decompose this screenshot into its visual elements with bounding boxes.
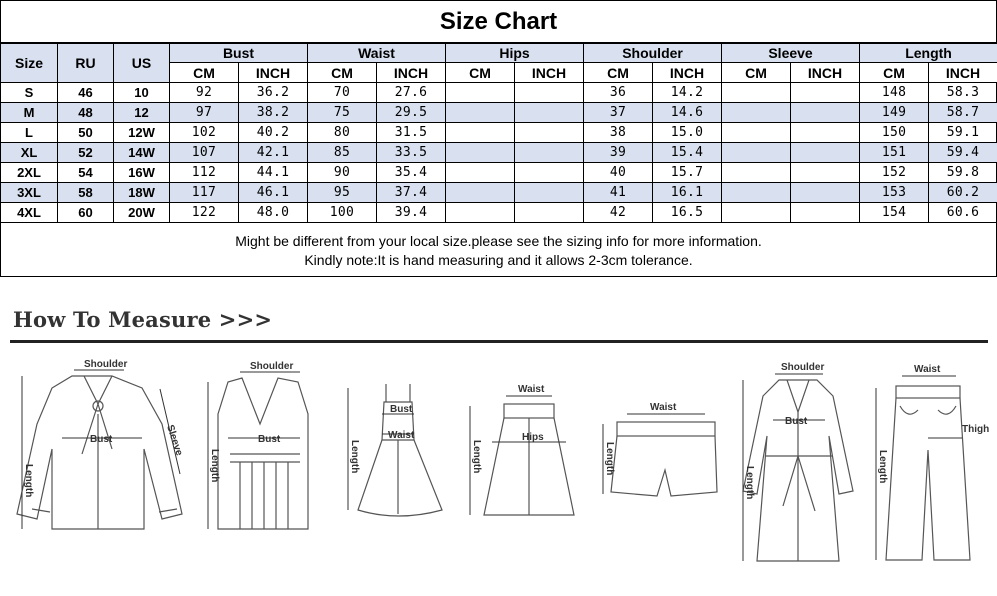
table-row [1,123,997,143]
cell-shoulder-in: 15.4 [653,143,722,163]
cell-shoulder-in: 15.7 [653,163,722,183]
cell-length-in: 59.4 [929,143,997,163]
cell-us: 12W [114,123,170,143]
cell-hips-in [515,83,584,103]
cell-sleeve-in [791,203,860,223]
cell-length-in: 59.8 [929,163,997,183]
cell-ru: 52 [58,143,114,163]
cell-shoulder-cm: 41 [584,183,653,203]
length-label: Length [604,442,615,476]
table-row [1,143,997,163]
cell-ru: 48 [58,103,114,123]
coat-diagram [735,356,860,571]
cell-hips-cm [446,103,515,123]
length-label: Length [209,449,220,483]
cell-hips-in [515,143,584,163]
cell-sleeve-in [791,163,860,183]
cell-hips-in [515,123,584,143]
cell-waist-cm: 85 [308,143,377,163]
unit-inch-header: INCH [515,63,584,83]
cell-bust-cm: 97 [170,103,239,123]
sleeve-label: Sleeve [164,423,185,458]
bust-label: Bust [390,404,413,415]
waist-label: Waist [388,430,415,441]
cell-waist-cm: 95 [308,183,377,203]
note-line-2: Kindly note:It is hand measuring and it allows 2-3cm tolerance. [304,252,693,268]
cell-shoulder-cm: 40 [584,163,653,183]
cell-shoulder-cm: 36 [584,83,653,103]
waist-label: Waist [650,402,677,413]
cell-hips-cm [446,203,515,223]
cell-bust-cm: 122 [170,203,239,223]
cell-length-in: 60.6 [929,203,997,223]
cell-hips-cm [446,143,515,163]
cell-bust-in: 44.1 [239,163,308,183]
size-table [0,43,997,223]
cell-hips-cm [446,123,515,143]
unit-inch-header: INCH [653,63,722,83]
length-label: Length [349,440,360,474]
bust-label: Bust [785,416,808,427]
cell-us: 12 [114,103,170,123]
cell-length-in: 58.3 [929,83,997,103]
cell-us: 20W [114,203,170,223]
table-row [1,163,997,183]
cell-hips-in [515,183,584,203]
bust-label: Bust [90,434,113,445]
cell-bust-in: 48.0 [239,203,308,223]
cell-size: 3XL [1,183,58,203]
cell-size: L [1,123,58,143]
thigh-label: Thigh [962,424,990,435]
shorts-diagram [595,400,720,510]
cell-shoulder-cm: 39 [584,143,653,163]
cell-sleeve-cm [722,163,791,183]
shoulder-label: Shoulder [250,361,294,372]
how-to-measure-heading: How To Measure >>> [13,307,273,332]
cell-ru: 46 [58,83,114,103]
cell-sleeve-cm [722,143,791,163]
note-line-1: Might be different from your local size.please see the sizing info for more information. [235,233,762,249]
size-rows [1,83,997,223]
cell-us: 16W [114,163,170,183]
cell-sleeve-in [791,123,860,143]
cell-shoulder-in: 16.1 [653,183,722,203]
col-ru-header: RU [58,44,114,83]
length-label: Length [23,464,34,498]
cell-waist-cm: 100 [308,203,377,223]
cell-length-cm: 150 [860,123,929,143]
cell-ru: 50 [58,123,114,143]
unit-cm-header: CM [722,63,791,83]
cell-ru: 54 [58,163,114,183]
unit-cm-header: CM [584,63,653,83]
cell-ru: 58 [58,183,114,203]
jeans-diagram [868,360,993,570]
unit-cm-header: CM [446,63,515,83]
cell-size: 4XL [1,203,58,223]
cell-hips-in [515,103,584,123]
cell-bust-in: 38.2 [239,103,308,123]
cell-bust-in: 40.2 [239,123,308,143]
cell-length-cm: 154 [860,203,929,223]
cell-bust-in: 42.1 [239,143,308,163]
hips-label: Hips [522,432,544,443]
cell-hips-cm [446,163,515,183]
table-row [1,183,997,203]
cell-sleeve-cm [722,83,791,103]
cell-shoulder-cm: 37 [584,103,653,123]
cell-shoulder-in: 14.2 [653,83,722,103]
notes-block [0,222,997,277]
cell-shoulder-cm: 38 [584,123,653,143]
cell-us: 14W [114,143,170,163]
cell-sleeve-cm [722,203,791,223]
group-bust-header: Bust [170,44,308,63]
cell-size: S [1,83,58,103]
cell-shoulder-in: 14.6 [653,103,722,123]
cell-bust-in: 46.1 [239,183,308,203]
cell-us: 18W [114,183,170,203]
cell-waist-cm: 70 [308,83,377,103]
page-title: Size Chart [0,0,997,43]
cell-waist-cm: 75 [308,103,377,123]
cell-shoulder-in: 16.5 [653,203,722,223]
unit-inch-header: INCH [929,63,997,83]
unit-inch-header: INCH [239,63,308,83]
cell-hips-in [515,163,584,183]
unit-inch-header: INCH [377,63,446,83]
cell-ru: 60 [58,203,114,223]
cell-bust-cm: 92 [170,83,239,103]
cell-hips-cm [446,183,515,203]
unit-cm-header: CM [308,63,377,83]
measure-diagrams [0,350,997,596]
cell-bust-cm: 107 [170,143,239,163]
table-row [1,203,997,223]
unit-cm-header: CM [170,63,239,83]
cell-length-in: 60.2 [929,183,997,203]
tank-top-diagram [200,354,325,539]
table-row [1,83,997,103]
cell-waist-cm: 90 [308,163,377,183]
bust-label: Bust [258,434,281,445]
cell-waist-cm: 80 [308,123,377,143]
cell-length-cm: 153 [860,183,929,203]
unit-cm-header: CM [860,63,929,83]
col-us-header: US [114,44,170,83]
cell-bust-cm: 112 [170,163,239,183]
group-hips-header: Hips [446,44,584,63]
waist-label: Waist [914,364,941,375]
cell-size: 2XL [1,163,58,183]
table-row [1,103,997,123]
cell-length-in: 58.7 [929,103,997,123]
cell-waist-in: 37.4 [377,183,446,203]
cell-bust-in: 36.2 [239,83,308,103]
length-label: Length [744,466,755,500]
cell-waist-in: 35.4 [377,163,446,183]
cell-waist-in: 29.5 [377,103,446,123]
length-label: Length [877,450,888,484]
cell-us: 10 [114,83,170,103]
length-label: Length [471,440,482,474]
cell-hips-cm [446,83,515,103]
group-length-header: Length [860,44,997,63]
cell-length-cm: 151 [860,143,929,163]
shoulder-label: Shoulder [84,359,128,370]
cell-sleeve-in [791,143,860,163]
group-sleeve-header: Sleeve [722,44,860,63]
group-shoulder-header: Shoulder [584,44,722,63]
cell-waist-in: 33.5 [377,143,446,163]
skirt-diagram [462,380,582,530]
unit-inch-header: INCH [791,63,860,83]
cell-waist-in: 27.6 [377,83,446,103]
cell-shoulder-in: 15.0 [653,123,722,143]
cell-length-in: 59.1 [929,123,997,143]
cell-hips-in [515,203,584,223]
cell-sleeve-in [791,83,860,103]
shoulder-label: Shoulder [781,362,825,373]
col-size-header: Size [1,44,58,83]
sundress-diagram [338,380,450,530]
cell-waist-in: 31.5 [377,123,446,143]
cell-sleeve-cm [722,123,791,143]
cell-length-cm: 148 [860,83,929,103]
cell-waist-in: 39.4 [377,203,446,223]
cell-length-cm: 149 [860,103,929,123]
cell-size: M [1,103,58,123]
cell-sleeve-in [791,103,860,123]
cell-sleeve-in [791,183,860,203]
cell-sleeve-cm [722,183,791,203]
cell-sleeve-cm [722,103,791,123]
cell-length-cm: 152 [860,163,929,183]
waist-label: Waist [518,384,545,395]
cell-bust-cm: 102 [170,123,239,143]
heading-rule [10,340,988,343]
blouse-diagram [12,354,192,539]
cell-bust-cm: 117 [170,183,239,203]
cell-size: XL [1,143,58,163]
cell-shoulder-cm: 42 [584,203,653,223]
group-waist-header: Waist [308,44,446,63]
